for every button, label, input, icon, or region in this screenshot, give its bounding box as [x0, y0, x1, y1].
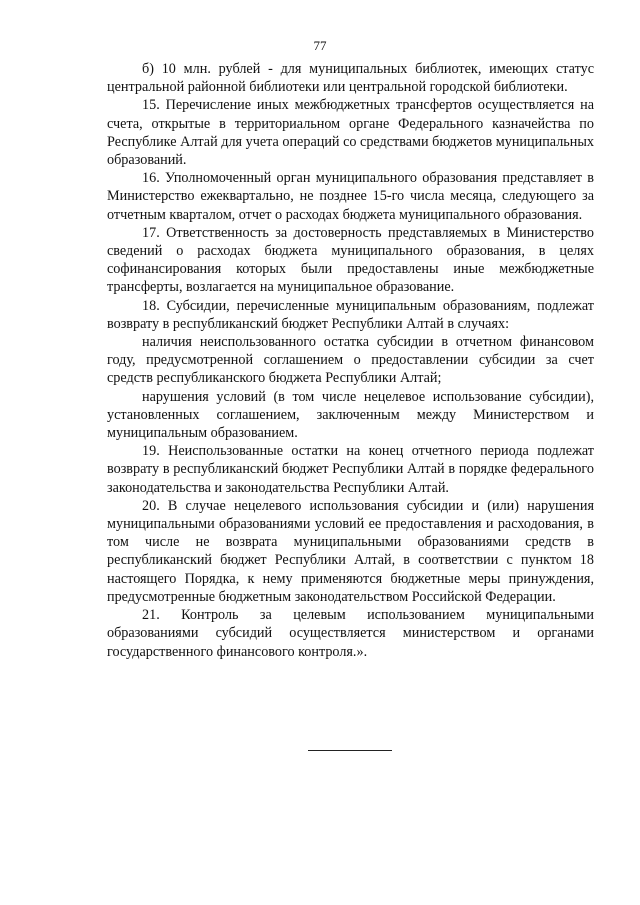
paragraph-18-refund: 18. Субсидии, перечисленные муниципальным образованиям, подлежат возврату в республиканский бюджет Республики Алтай в случаях: [107, 297, 594, 332]
paragraph-21-control: 21. Контроль за целевым использованием муниципальными образованиями субсидий осуществляется министерством и органами государственного финансового контроля.». [107, 607, 594, 660]
page-number: 77 [313, 38, 327, 53]
paragraph-18-case-violation: нарушения условий (в том числе нецелевое использование субсидии), установленных соглашением, заключенным между Министерством и муниципальным образованием. [107, 388, 594, 442]
end-divider [308, 750, 392, 751]
paragraph-18-case-unused: наличия неиспользованного остатка субсидии в отчетном финансовом году, предусмотренной соглашением о предоставлении субсидии за счет средств республиканского бюджета Республики Алтай; [107, 334, 594, 387]
paragraph-20-misuse: 20. В случае нецелевого использования субсидии и (или) нарушения муниципальными образованиями условий ее предоставления и расходования, в том числе не возврата муниципальными образованиями средств в республиканский бюджет Республики Алтай, в соответствии с пунктом 18 настоящего Порядка, к нему применяются бюджетные меры принуждения, предусмотренные бюджетным законодательством Российской Федерации. [107, 497, 594, 605]
paragraph-16-report: 16. Уполномоченный орган муниципального образования представляет в Министерство ежеквартально, не позднее 15-го числа месяца, следующего за отчетным кварталом, отчет о расходах бюджета муниципального образования. [107, 170, 594, 223]
paragraph-15-transfers: 15. Перечисление иных межбюджетных трансфертов осуществляется на счета, открытые в территориальном органе Федерального казначейства по Республике Алтай для учета операций со средствами бюджетов муниципальных образований. [107, 97, 594, 169]
paragraph-b-libraries: б) 10 млн. рублей - для муниципальных библиотек, имеющих статус центральной районной библиотеки или центральной городской библиотеки. [107, 61, 594, 96]
document-body [107, 60, 594, 661]
paragraph-17-responsibility: 17. Ответственность за достоверность представляемых в Министерство сведений о расходах бюджета муниципального образования, в целях софинансирования которых были предоставлены иные межбюджетные трансферты, возлагается на муниципальное образование. [107, 224, 594, 296]
paragraph-19-unused-balances: 19. Неиспользованные остатки на конец отчетного периода подлежат возврату в республиканский бюджет Республики Алтай в порядке федерального законодательства и законодательства Республики Алтай. [107, 443, 594, 496]
